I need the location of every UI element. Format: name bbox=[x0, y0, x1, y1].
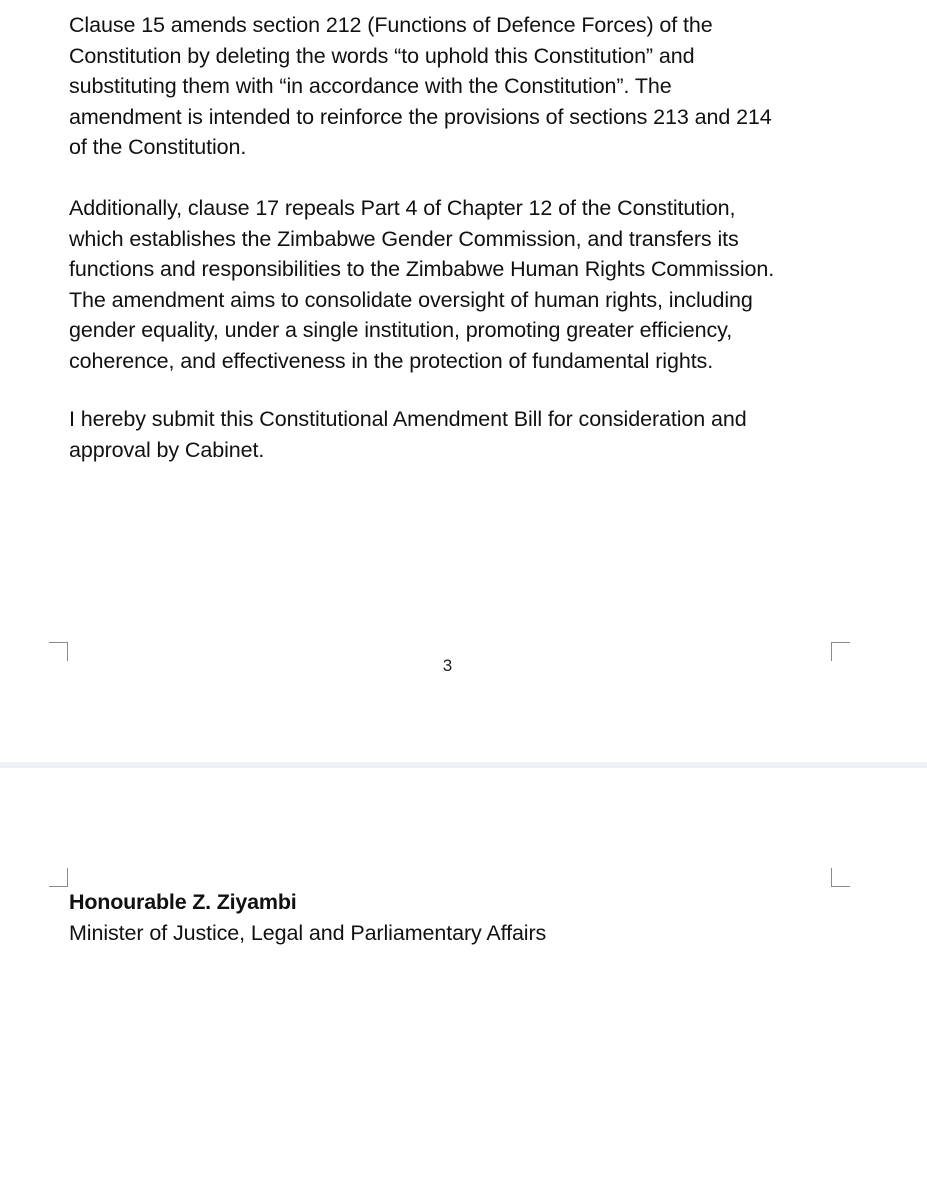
paragraph-line: The amendment aims to consolidate oversight of human rights, including bbox=[69, 287, 753, 312]
paragraph-line: Clause 15 amends section 212 (Functions of Defence Forces) of the bbox=[69, 13, 713, 37]
paragraph-line: coherence, and effectiveness in the protection of fundamental rights. bbox=[69, 348, 714, 373]
paragraph-line: Additionally, clause 17 repeals Part 4 of Chapter 12 of the Constitution, bbox=[69, 196, 736, 220]
paragraph-submission bbox=[69, 404, 859, 465]
paragraph-line: I hereby submit this Constitutional Amendment Bill for consideration and bbox=[69, 407, 747, 431]
signatory-title: Minister of Justice, Legal and Parliamentary Affairs bbox=[69, 921, 547, 945]
document-page-4 bbox=[0, 768, 927, 1200]
crop-mark-top-right bbox=[831, 868, 850, 887]
paragraph-line: Constitution by deleting the words “to uphold this Constitution” and bbox=[69, 43, 695, 68]
paragraph-line: gender equality, under a single institution, promoting greater efficiency, bbox=[69, 318, 733, 342]
paragraph-line: of the Constitution. bbox=[69, 135, 247, 159]
paragraph-clause-15 bbox=[69, 10, 859, 163]
paragraph-line: substituting them with “in accordance with the Constitution”. The bbox=[69, 74, 672, 98]
paragraph-line: which establishes the Zimbabwe Gender Commission, and transfers its bbox=[69, 226, 739, 251]
paragraph-line: amendment is intended to reinforce the provisions of sections 213 and 214 bbox=[69, 104, 772, 129]
page-number: 3 bbox=[442, 656, 453, 675]
paragraph-line: functions and responsibilities to the Zimbabwe Human Rights Commission. bbox=[69, 257, 775, 281]
paragraph-line: approval by Cabinet. bbox=[69, 437, 265, 462]
crop-mark-top-left bbox=[49, 868, 68, 887]
paragraph-clause-17 bbox=[69, 193, 859, 376]
signatory-name: Honourable Z. Ziyambi bbox=[69, 890, 297, 914]
